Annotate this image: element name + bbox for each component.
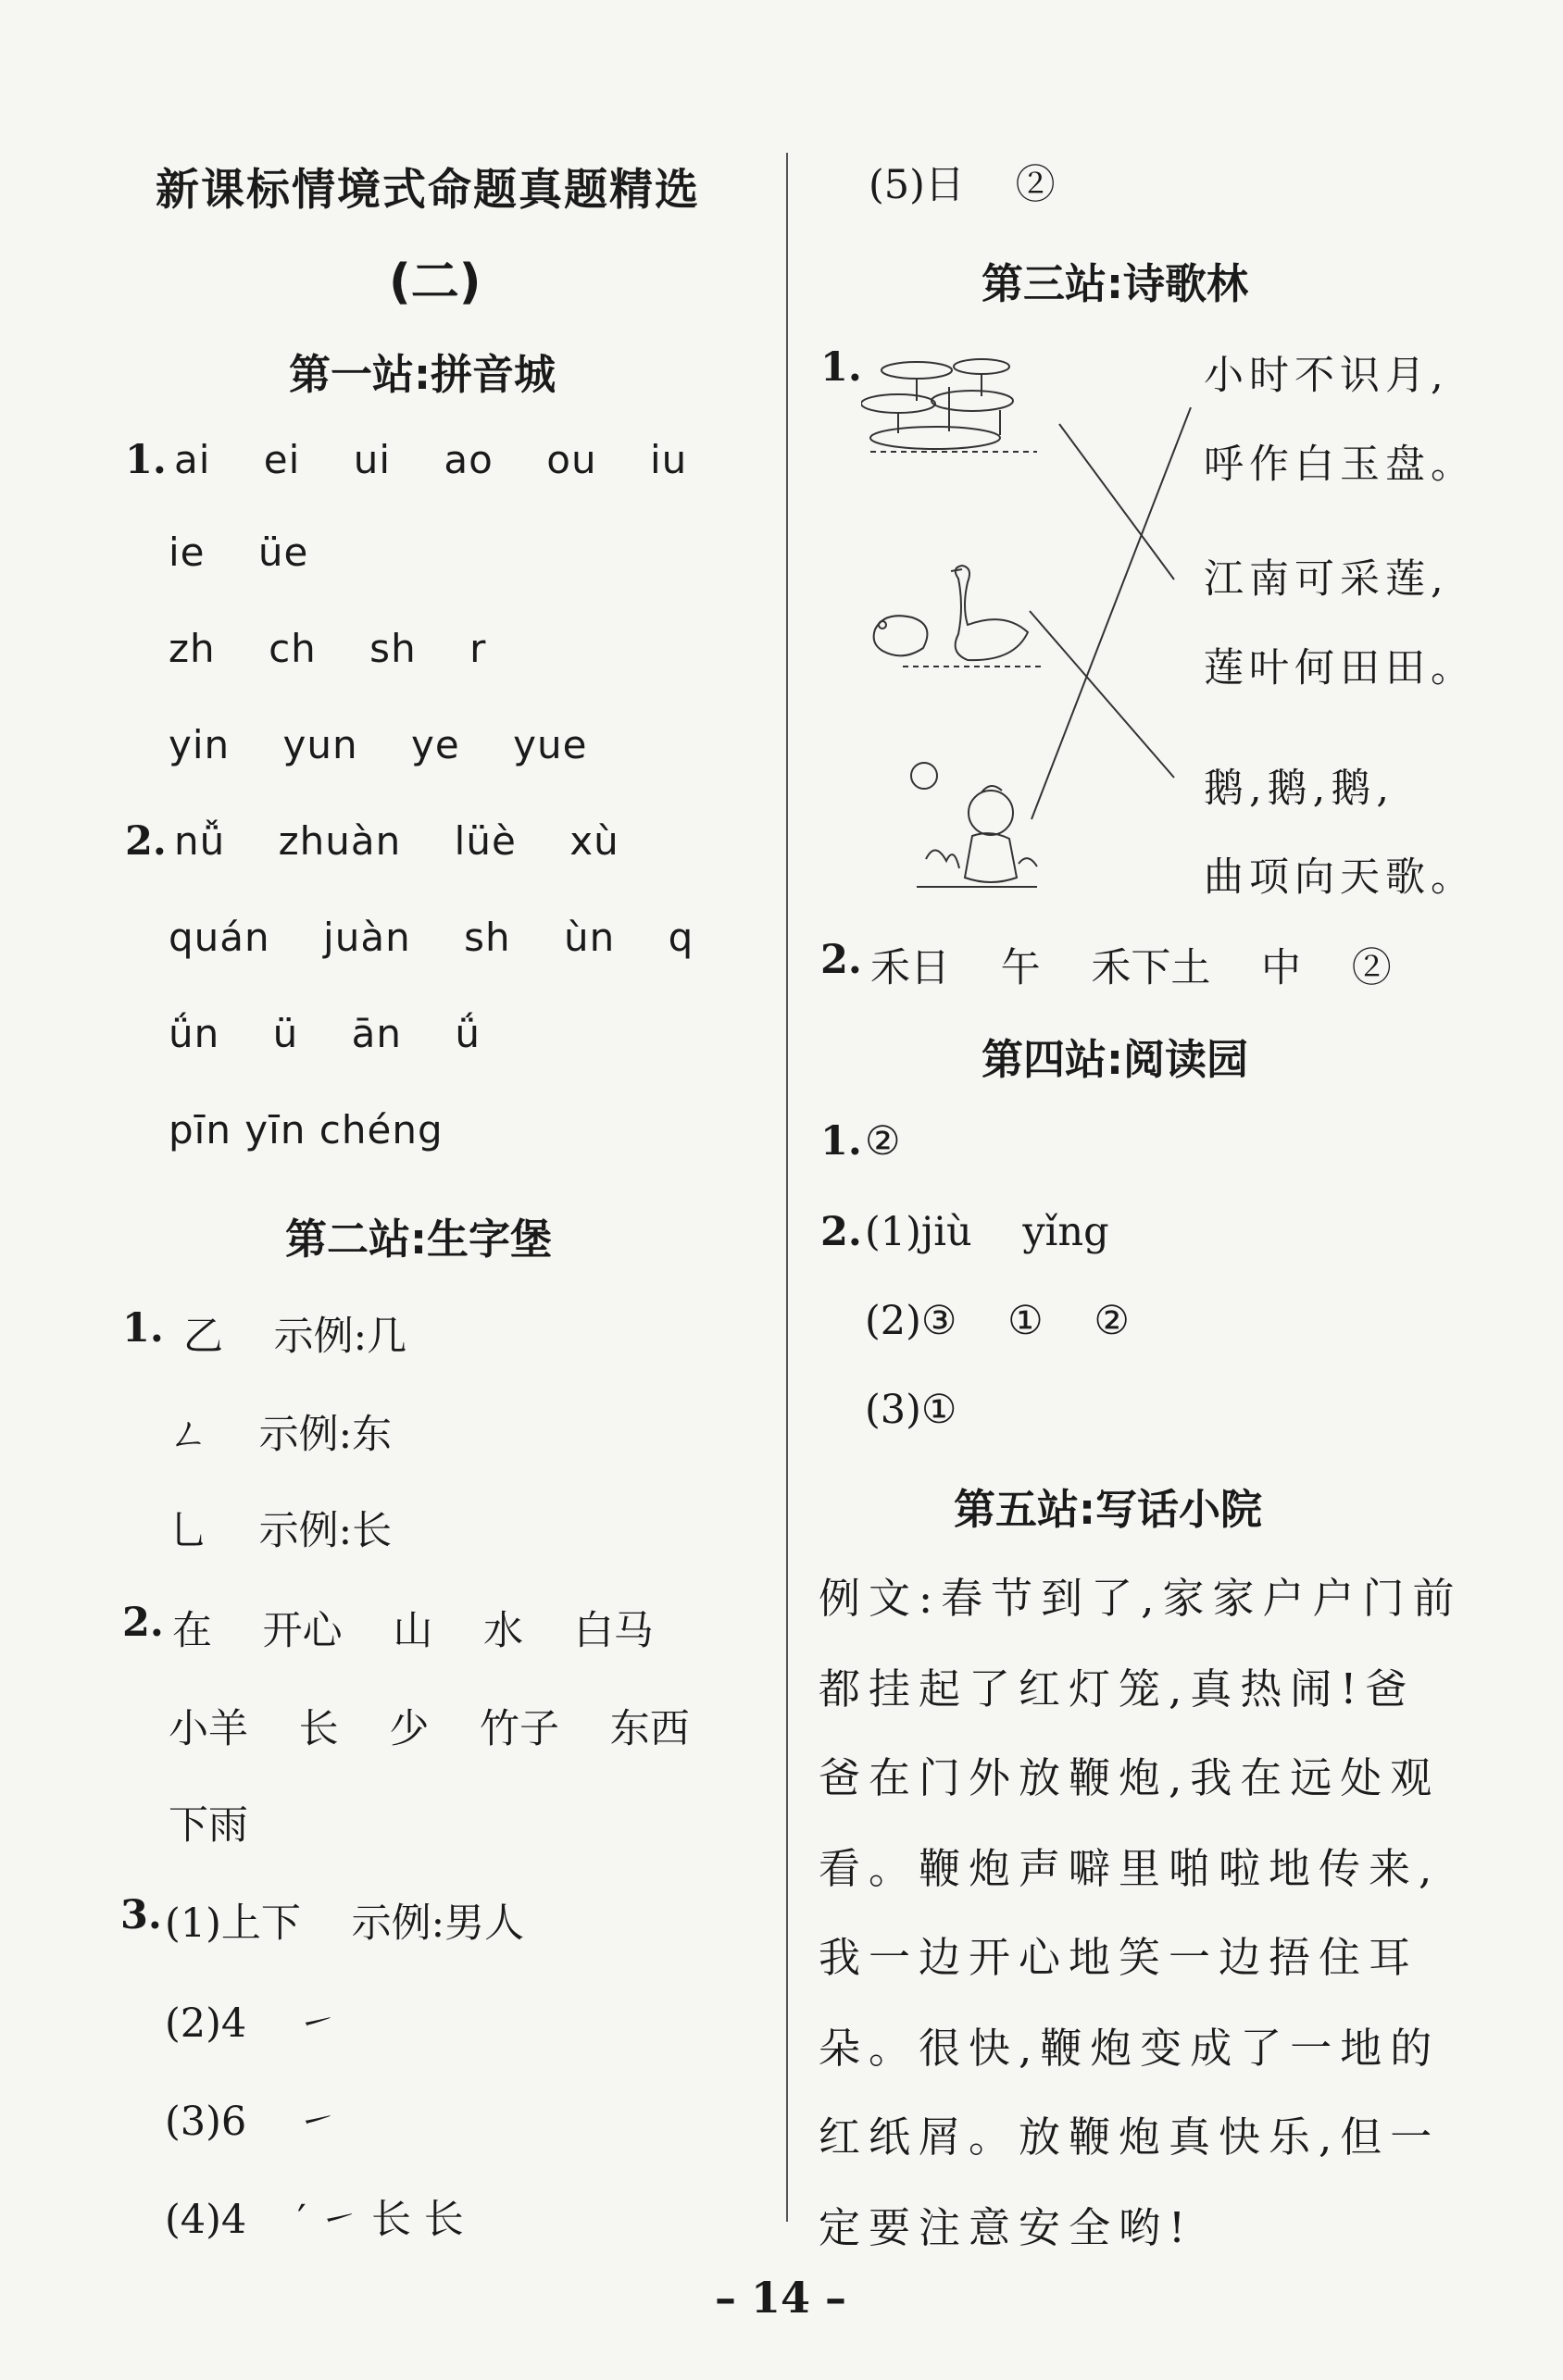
- s1-q2-line4: pīn yīn chéng: [169, 1107, 444, 1153]
- essay-line-5: 我一边开心地笑一边捂住耳: [819, 1933, 1419, 1982]
- station3-heading: 第三站:诗歌林: [982, 259, 1248, 308]
- s1-q1-line2: ie üe: [169, 530, 309, 575]
- poem-line-1: 小时不识月,: [1204, 353, 1449, 399]
- section-title: 新课标情境式命题真题精选: [156, 165, 700, 216]
- s2-q1-line1: 乙 示例:几: [183, 1314, 407, 1360]
- s3-q1-number: 1.: [820, 344, 862, 391]
- s3-q2-line: 禾日 午 禾下土 中 ②: [870, 945, 1392, 991]
- s2-q3-line1: (1)上下 示例:男人: [165, 1900, 525, 1947]
- poem-line-4: 莲叶何田田。: [1204, 645, 1476, 692]
- s4-q2-line1: (1)jiù yǐng: [865, 1209, 1109, 1255]
- poem-line-5: 鹅,鹅,鹅,: [1204, 766, 1395, 812]
- s1-q1-number: 1.: [125, 437, 167, 483]
- s2-q2-line2: 小羊 长 少 竹子 东西: [169, 1706, 690, 1752]
- s3-q2-number: 2.: [820, 937, 862, 983]
- page-number: – 14 –: [715, 2273, 847, 2323]
- s1-q2-line3: ǘn ü ān ǘ: [169, 1011, 481, 1056]
- s1-q2-line2: quán juàn sh ùn q: [169, 915, 694, 960]
- s2-q2-line1: 在 开心 山 水 白马: [172, 1608, 654, 1654]
- essay-line-7: 红纸屑。放鞭炮真快乐,但一: [819, 2112, 1441, 2162]
- s4-q2-line3: (3)①: [865, 1387, 957, 1433]
- column-divider: [786, 153, 788, 2222]
- station2-heading: 第二站:生字堡: [285, 1215, 552, 1264]
- s1-q1-line3: zh ch sh r: [169, 626, 487, 671]
- s2-q3-line3: (3)6 ㇀: [165, 2099, 337, 2145]
- s1-q1-line1: ai ei ui ao ou iu: [174, 437, 688, 482]
- s4-q2-line2: (2)③ ① ②: [865, 1298, 1130, 1344]
- s1-q2-number: 2.: [125, 818, 167, 865]
- s2-q1-line2: ㄥ 示例:东: [169, 1412, 393, 1458]
- s4-q2-number: 2.: [820, 1209, 862, 1255]
- essay-line-2: 都挂起了红灯笼,真热闹!爸: [819, 1664, 1416, 1713]
- essay-line-3: 爸在门外放鞭炮,我在远处观: [819, 1753, 1441, 1802]
- essay-line-4: 看。鞭炮声噼里啪啦地传来,: [819, 1844, 1441, 1893]
- s2-q1-number: 1.: [122, 1305, 164, 1352]
- essay-line-1: 例文:春节到了,家家户户门前: [819, 1574, 1463, 1623]
- station4-heading: 第四站:阅读园: [982, 1035, 1248, 1084]
- s4-q1-number: 1.: [820, 1118, 862, 1165]
- s1-q1-line4: yin yun ye yue: [169, 722, 588, 767]
- poem-line-3: 江南可采莲,: [1204, 556, 1449, 603]
- s2-q3-line2: (2)4 ㇀: [165, 2000, 337, 2047]
- matching-lines: [1019, 407, 1204, 842]
- s2-q3-line4: (4)4 ′ ㇀ 长 长: [165, 2197, 464, 2243]
- section-subtitle: (二): [389, 255, 481, 310]
- s2-q3-number: 3.: [120, 1892, 162, 1938]
- station5-heading: 第五站:写话小院: [954, 1485, 1262, 1534]
- essay-line-8: 定要注意安全哟!: [819, 2203, 1194, 2252]
- s2-q3-line5: (5)日 ②: [869, 162, 1056, 208]
- s2-q2-line3: 下雨: [169, 1802, 248, 1849]
- s1-q2-line1: nǚ zhuàn lüè xù: [174, 818, 619, 864]
- poem-line-2: 呼作白玉盘。: [1204, 442, 1476, 488]
- station1-heading: 第一站:拼音城: [289, 350, 556, 399]
- s2-q1-line3: 乚 示例:长: [169, 1508, 393, 1554]
- s2-q2-number: 2.: [122, 1600, 164, 1646]
- poem-line-6: 曲项向天歌。: [1204, 854, 1476, 901]
- s4-q1-answer: ②: [865, 1118, 901, 1165]
- essay-line-6: 朵。很快,鞭炮变成了一地的: [819, 2024, 1441, 2073]
